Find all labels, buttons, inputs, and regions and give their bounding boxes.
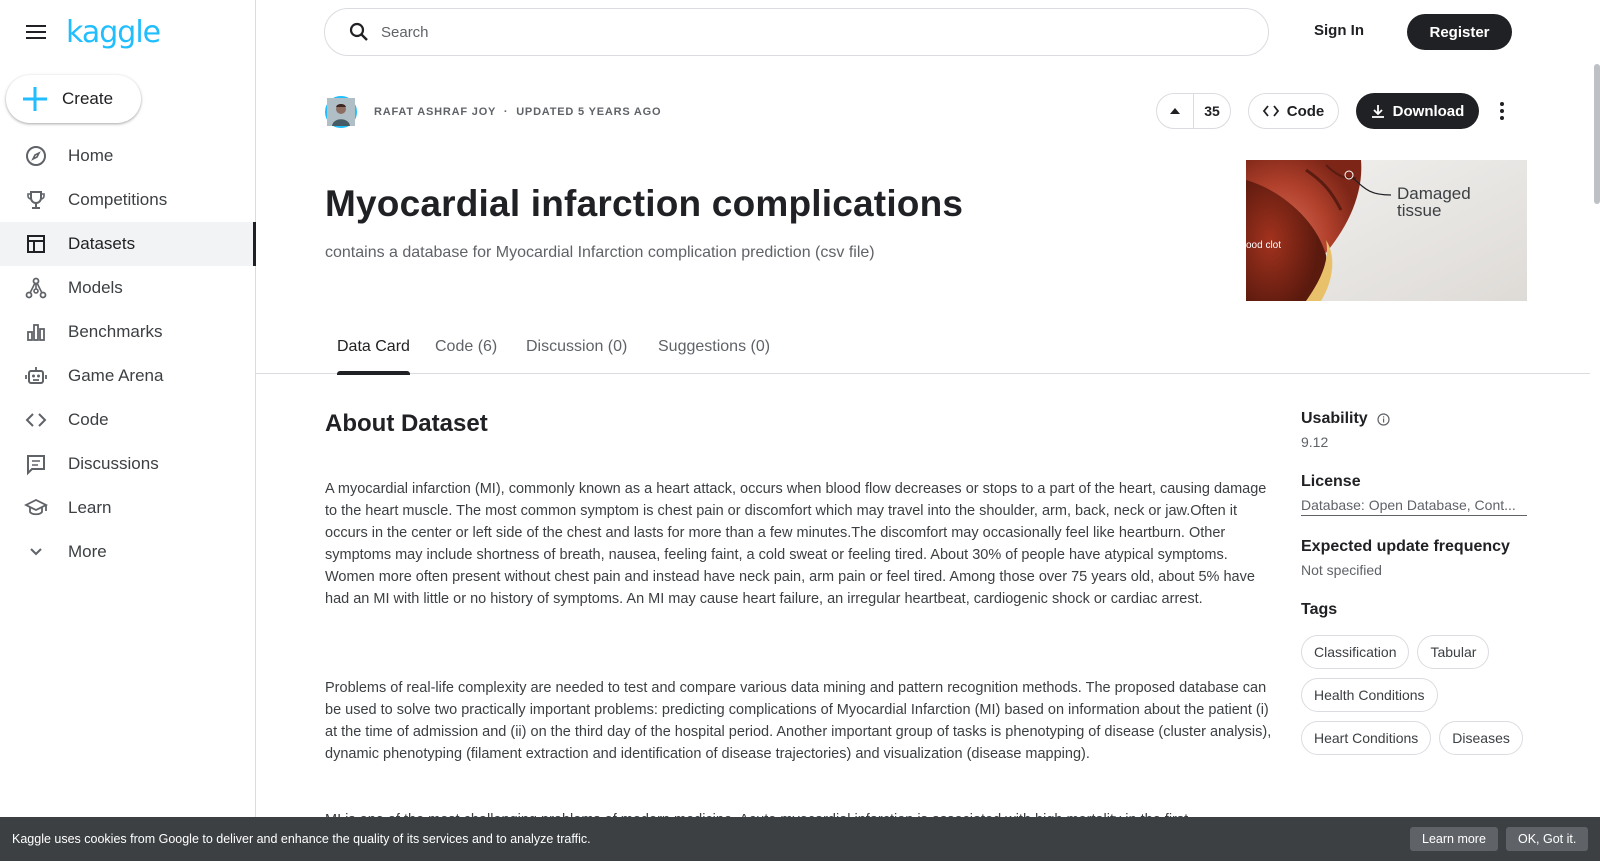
dataset-tabs xyxy=(256,330,1590,374)
vote-widget xyxy=(1156,93,1231,129)
frequency-heading: Expected update frequency xyxy=(1301,538,1510,555)
page-scrollbar[interactable] xyxy=(1594,64,1600,204)
download-button[interactable] xyxy=(1356,93,1479,129)
top-bar xyxy=(256,0,1600,64)
download-icon xyxy=(1371,104,1385,118)
cookie-text: Kaggle uses cookies from Google to deliver and enhance the quality of its services and to analyze traffic. xyxy=(12,832,591,846)
tag-chip[interactable]: Classification xyxy=(1301,635,1409,669)
tab-suggestions[interactable]: Suggestions (0) xyxy=(658,338,771,355)
robot-icon xyxy=(24,364,48,388)
byline xyxy=(374,106,661,118)
code-icon xyxy=(1263,105,1279,117)
accept-cookies-button[interactable]: OK, Got it. xyxy=(1506,827,1588,851)
models-icon xyxy=(24,276,48,300)
code-button[interactable] xyxy=(1248,93,1339,129)
create-label: Create xyxy=(62,89,114,108)
learn-more-button[interactable]: Learn more xyxy=(1410,827,1498,851)
tag-chip[interactable]: Tabular xyxy=(1417,635,1489,669)
usability-label: Usability xyxy=(1301,410,1368,427)
usability-score: 9.12 xyxy=(1301,434,1329,450)
frequency-value: Not specified xyxy=(1301,562,1382,578)
sidebar xyxy=(0,0,256,861)
arrow-up-icon xyxy=(1169,107,1181,115)
sidebar-item-label: Discussions xyxy=(68,454,159,473)
code-button-label: Code xyxy=(1286,102,1325,120)
about-paragraph: A myocardial infarction (MI), commonly known as a heart attack, occurs when blood flow decreases or stops to a part of the heart, causing damage to the heart muscle. The most common symptom is chest pain or discomfort which may travel into the shoulder, arm, back, neck or jaw.Often it occurs in the center or left side of the chest and lasts for more than a few minutes.The discomfort may occasionally feel like heartburn. Other symptoms may include shortness of breath, nausea, feeling faint, a cold sweat or feeling tired. About 30% of people have atypical symptoms. Women more often present without chest pain and instead have neck pain, arm pain or feel tired. Among those over 75 years old, about 5% have had an MI with little or no history of symptoms. An MI may cause heart failure, an irregular heartbeat, cardiogenic shock or cardiac arrest. xyxy=(325,481,1267,607)
sidebar-nav xyxy=(0,134,256,574)
search-bar[interactable] xyxy=(324,8,1269,56)
sidebar-item-label: Competitions xyxy=(68,190,168,209)
sign-in-button[interactable]: Sign In xyxy=(1314,22,1364,39)
sidebar-item-more[interactable] xyxy=(0,530,256,574)
metadata-panel xyxy=(1301,410,1527,755)
tag-list xyxy=(1301,635,1541,755)
create-button[interactable] xyxy=(6,75,141,123)
sidebar-item-models[interactable] xyxy=(0,266,256,310)
cover-label-1: Damaged xyxy=(1397,184,1471,203)
sidebar-item-code[interactable] xyxy=(0,398,256,442)
about-heading: About Dataset xyxy=(325,410,488,437)
about-paragraph: Problems of real-life complexity are needed to test and compare various data mining and pattern recognition methods. The proposed database can be used to solve two practically important problems: predicting complications of Myocardial Infarction (MI) based on information about the patient (i) at the time of admission and (ii) on the third day of the hospital period. Another important group of tasks is phenotyping of disease (cluster analysis), dynamic phenotyping (filament extraction and identification of disease trajectories) and visualization (disease mapping). xyxy=(325,680,1272,762)
download-button-label: Download xyxy=(1392,102,1465,120)
sidebar-item-label: Benchmarks xyxy=(68,322,163,341)
school-icon xyxy=(24,496,48,520)
dataset-byline xyxy=(325,96,661,128)
vote-count: 35 xyxy=(1204,103,1220,119)
usability-heading xyxy=(1301,410,1527,428)
bar-chart-icon xyxy=(24,320,48,344)
sidebar-item-benchmarks[interactable] xyxy=(0,310,256,354)
more-options-icon[interactable] xyxy=(1490,96,1514,126)
plus-icon xyxy=(22,86,48,112)
comment-icon xyxy=(24,452,48,476)
tag-chip[interactable]: Diseases xyxy=(1439,721,1523,755)
tag-chip[interactable]: Health Conditions xyxy=(1301,678,1438,712)
updated-text: UPDATED 5 YEARS AGO xyxy=(516,106,662,118)
byline-separator: · xyxy=(503,106,509,118)
sidebar-item-label: Models xyxy=(68,278,123,297)
tags-heading: Tags xyxy=(1301,601,1338,618)
info-icon[interactable] xyxy=(1377,413,1390,426)
cookie-banner xyxy=(0,817,1600,861)
sidebar-item-home[interactable] xyxy=(0,134,256,178)
menu-icon[interactable] xyxy=(24,20,48,44)
sidebar-item-label: Code xyxy=(68,410,109,429)
sidebar-item-label: Datasets xyxy=(68,234,136,253)
cover-label-3: ood clot xyxy=(1246,240,1282,251)
sidebar-item-datasets[interactable] xyxy=(0,222,256,266)
tag-chip[interactable]: Heart Conditions xyxy=(1301,721,1431,755)
sidebar-item-competitions[interactable] xyxy=(0,178,256,222)
chevron-down-icon xyxy=(24,540,48,564)
license-heading: License xyxy=(1301,473,1361,490)
search-icon xyxy=(349,22,369,42)
sidebar-item-label: Learn xyxy=(68,498,112,517)
kaggle-logo[interactable]: kaggle xyxy=(66,14,161,50)
tab-code[interactable]: Code (6) xyxy=(435,338,498,355)
sidebar-item-label: Game Arena xyxy=(68,366,164,385)
avatar[interactable] xyxy=(325,96,357,128)
upvote-button[interactable] xyxy=(1157,94,1194,128)
cover-label-2: tissue xyxy=(1397,201,1442,220)
sidebar-item-learn[interactable] xyxy=(0,486,256,530)
table-icon xyxy=(24,232,48,256)
dataset-cover-image xyxy=(1246,160,1527,301)
tab-discussion[interactable]: Discussion (0) xyxy=(526,338,628,355)
tab-data-card[interactable]: Data Card xyxy=(337,338,410,374)
trophy-icon xyxy=(24,188,48,212)
sidebar-item-discussions[interactable] xyxy=(0,442,256,486)
sidebar-item-game-arena[interactable] xyxy=(0,354,256,398)
license-link[interactable]: Database: Open Database, Cont... xyxy=(1301,497,1527,516)
register-button[interactable]: Register xyxy=(1407,14,1512,50)
sidebar-item-label: Home xyxy=(68,146,114,165)
page-subtitle: contains a database for Myocardial Infarction complication prediction (csv file) xyxy=(325,244,875,261)
sidebar-item-label: More xyxy=(68,542,107,561)
author-link[interactable]: RAFAT ASHRAF JOY xyxy=(374,106,496,118)
compass-icon xyxy=(24,144,48,168)
code-icon xyxy=(24,408,48,432)
logo-row xyxy=(0,0,255,64)
search-input[interactable] xyxy=(381,24,1201,41)
page-title: Myocardial infarction complications xyxy=(325,183,964,224)
